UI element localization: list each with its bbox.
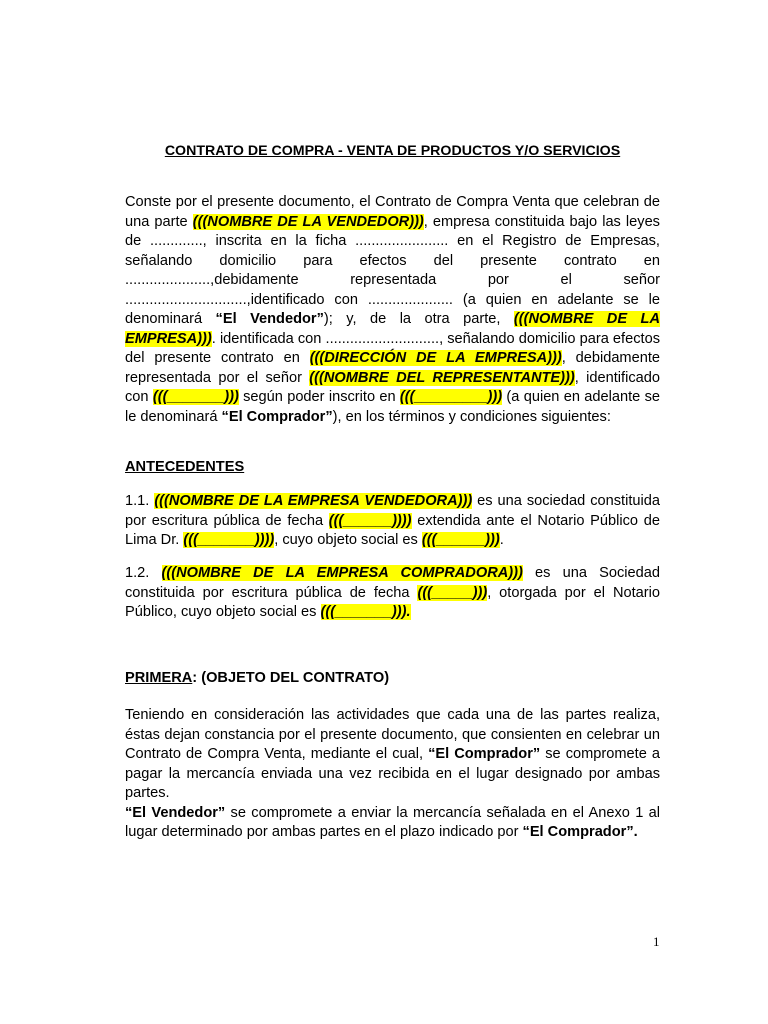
intro-text: . identificada con ............................, señalando domicilio para efectos del presente contrato en — [125, 330, 660, 366]
clause-text: se compromete a enviar la mercancía señalada en el Anexo 1 al lugar determinado por ambas partes en el plazo indicado por — [125, 804, 660, 840]
term-el-comprador: “El Comprador”. — [522, 824, 638, 840]
placeholder-poder: (((_________))) — [399, 389, 503, 405]
clause-text: . — [499, 532, 504, 548]
term-el-vendedor: “El Vendedor” — [125, 804, 226, 821]
clause-number: 1.2. — [125, 565, 162, 581]
term-el-comprador: “El Comprador” — [428, 746, 541, 762]
clause-text: es una Sociedad constituida por escritura pública de fecha — [125, 565, 660, 601]
primera-paragraph — [125, 706, 660, 843]
antecedente-1-1 — [125, 492, 660, 551]
antecedentes-heading: ANTECEDENTES — [125, 459, 245, 475]
placeholder-objeto-social: (((_______))). — [320, 604, 411, 620]
placeholder-fecha: (((______)))) — [328, 512, 412, 529]
intro-text: Conste por el presente documento, el Contrato de Compra Venta que celebran de una parte — [125, 194, 660, 230]
intro-text: ); y, de la otra parte, — [323, 311, 514, 327]
intro-text: según poder inscrito en — [238, 389, 400, 405]
intro-text: , debidamente representada por el señor — [125, 350, 660, 386]
primera-heading — [125, 669, 660, 689]
contract-title: CONTRATO DE COMPRA - VENTA DE PRODUCTOS Y/O SERVICIOS — [164, 143, 621, 159]
placeholder-identificacion: (((_______))) — [152, 389, 239, 405]
placeholder-notario: (((_______)))) — [183, 532, 275, 548]
clause-number: 1.1. — [125, 493, 155, 509]
placeholder-empresa: (((NOMBRE DE LA EMPRESA))) — [125, 311, 660, 347]
page-number: 1 — [653, 934, 660, 949]
clause-text: es una sociedad constituida por escritura pública de fecha — [125, 493, 660, 529]
term-el-vendedor: “El Vendedor” — [215, 311, 324, 327]
intro-text: ), en los términos y condiciones siguientes: — [332, 408, 611, 425]
antecedente-1-2 — [125, 564, 660, 623]
placeholder-objeto-social: (((______))) — [421, 532, 500, 548]
placeholder-direccion: (((DIRECCIÓN DE LA EMPRESA))) — [309, 350, 562, 366]
term-el-comprador: “El Comprador” — [221, 408, 333, 425]
clause-text: Teniendo en consideración las actividades que cada una de las partes realiza, éstas dejan constancia por el presente documento, que consienten en celebrar un Contrato de Compra Venta, mediante el cual, — [125, 707, 660, 762]
clause-text: , cuyo objeto social es — [274, 532, 422, 548]
placeholder-fecha: (((_____))) — [417, 584, 488, 601]
placeholder-vendedor: (((NOMBRE DE LA VENDEDOR))) — [192, 213, 424, 230]
primera-label: PRIMERA — [125, 670, 193, 686]
placeholder-empresa-vendedora: (((NOMBRE DE LA EMPRESA VENDEDORA))) — [154, 493, 473, 509]
clause-text: extendida ante el Notario Público de Lima Dr. — [125, 512, 660, 548]
intro-text: , identificado con — [125, 369, 660, 405]
clause-text: , otorgada por el Notario Público, cuyo objeto social es — [125, 584, 660, 620]
intro-paragraph — [125, 193, 660, 427]
placeholder-empresa-compradora: (((NOMBRE DE LA EMPRESA COMPRADORA))) — [161, 565, 523, 581]
intro-text: , empresa constituida bajo las leyes de ............., inscrita en la ficha ....................... en el Registro de Empresas, señalando domicilio para efectos del presente contrato en .....................,debidamente representada por el señor ..............................,identificado con ..................... (a quien en adelante se le denominará — [125, 213, 660, 327]
clause-text: se compromete a pagar la mercancía enviada una vez recibida en el lugar designado por ambas partes. — [125, 746, 660, 801]
placeholder-representante: (((NOMBRE DEL REPRESENTANTE))) — [309, 369, 575, 386]
primera-subtitle: : (OBJETO DEL CONTRATO) — [192, 670, 390, 686]
intro-text: (a quien en adelante se le denominará — [125, 389, 660, 425]
